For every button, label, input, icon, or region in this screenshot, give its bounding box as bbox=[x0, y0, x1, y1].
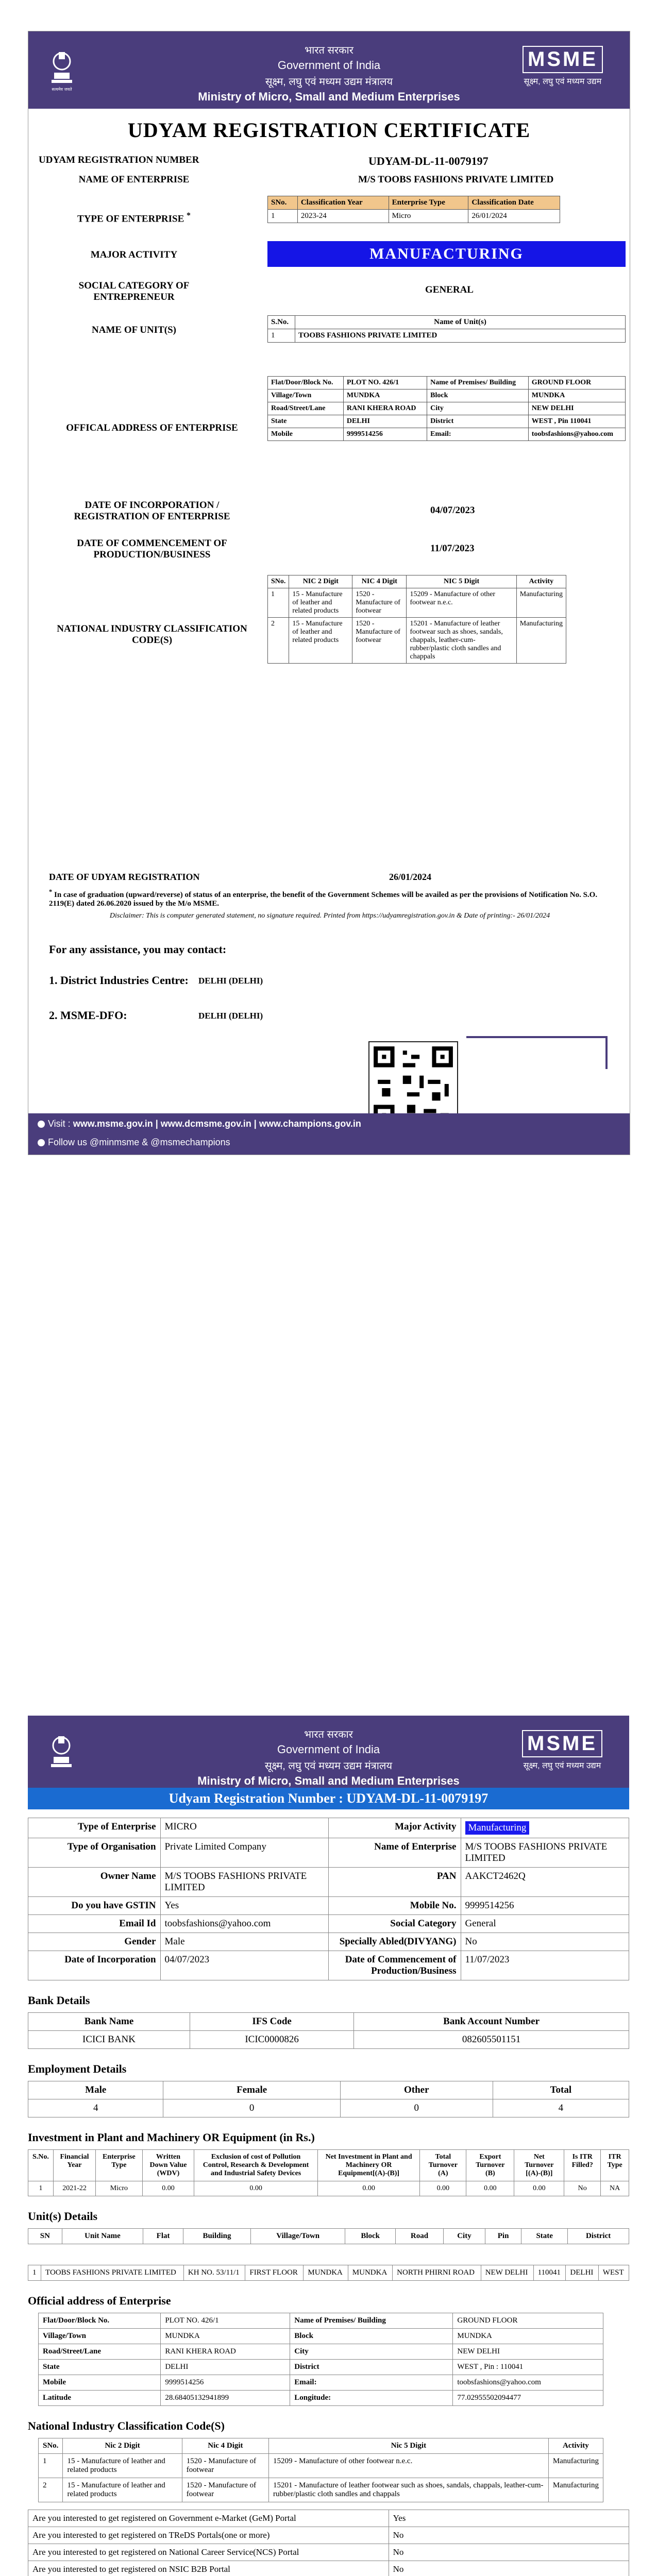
employment-details-title: Employment Details bbox=[28, 2062, 127, 2075]
detail-key: Name of Enterprise bbox=[328, 1838, 461, 1868]
inv-cell: 0.00 bbox=[514, 2181, 564, 2196]
units-header-name: Name of Unit(s) bbox=[295, 316, 626, 329]
question-text: Are you interested to get registered on Government e-Market (GeM) Portal bbox=[28, 2510, 389, 2527]
major-activity-label: MAJOR ACTIVITY bbox=[90, 249, 178, 260]
commencement-date-label: DATE OF COMMENCEMENT OF PRODUCTION/BUSINESS bbox=[77, 538, 227, 560]
inv-header: S.No. bbox=[28, 2150, 54, 2181]
detail-key: Type of Organisation bbox=[28, 1838, 161, 1868]
inv-cell: 0.00 bbox=[466, 2181, 514, 2196]
follow-line bbox=[38, 1137, 230, 1148]
addr-value: GROUND FLOOR bbox=[453, 2313, 603, 2329]
graduation-note bbox=[49, 888, 611, 908]
addr-key: Longitude: bbox=[290, 2391, 453, 2406]
official-address-table-2 bbox=[38, 2313, 603, 2406]
addr-value: toobsfashions@yahoo.com bbox=[453, 2375, 603, 2391]
addr-key: State bbox=[268, 415, 344, 428]
addr-value: toobsfashions@yahoo.com bbox=[528, 428, 625, 441]
addr-key: Road/Street/Lane bbox=[39, 2344, 161, 2360]
inv-header: Export Turnover (B) bbox=[466, 2150, 514, 2181]
detail-key: Type of Enterprise bbox=[28, 1818, 161, 1838]
inv-header: Net Turnover [(A)-(B)] bbox=[514, 2150, 564, 2181]
addr-value: MUNDKA bbox=[453, 2329, 603, 2344]
nic-cell: 15 - Manufacture of leather and related products bbox=[289, 588, 352, 618]
social-media-icon bbox=[38, 1139, 45, 1146]
addr-key: Road/Street/Lane bbox=[268, 402, 344, 415]
addr-key: Email: bbox=[290, 2375, 453, 2391]
detail-key: Social Category bbox=[328, 1915, 461, 1933]
nic-cell: Manufacturing bbox=[548, 2478, 603, 2502]
major-activity-value: MANUFACTURING bbox=[267, 241, 626, 267]
addr-value: NEW DELHI bbox=[453, 2344, 603, 2360]
unit-header: Pin bbox=[485, 2229, 521, 2244]
addr-value: DELHI bbox=[161, 2360, 290, 2375]
govt-of-india-text: Government of India bbox=[277, 59, 381, 72]
inv-header: Is ITR Filled? bbox=[564, 2150, 601, 2181]
bank-header: Bank Name bbox=[28, 2013, 190, 2031]
addr-key: Name of Premises/ Building bbox=[290, 2313, 453, 2329]
bank-details-title: Bank Details bbox=[28, 1994, 90, 2007]
official-address-title: Official address of Enterprise bbox=[28, 2294, 171, 2307]
addr-value: WEST , Pin : 110041 bbox=[453, 2360, 603, 2375]
inv-cell: NA bbox=[601, 2181, 629, 2196]
nic-cell: 15201 - Manufacture of leather footwear such as shoes, sandals, chappals, leather-cum-rubber/plastic cloth sandles and chappals bbox=[407, 618, 516, 664]
nic-cell: 1520 - Manufacture of footwear bbox=[352, 588, 407, 618]
addr-key: Flat/Door/Block No. bbox=[268, 377, 344, 389]
addr-value: 77.02955502094477 bbox=[453, 2391, 603, 2406]
svg-text:सत्यमेव जयते: सत्यमेव जयते bbox=[52, 87, 72, 92]
unit-header: SN bbox=[28, 2229, 62, 2244]
detail-key: Specially Abled(DIVYANG) bbox=[328, 1933, 461, 1951]
note-star: * bbox=[49, 888, 53, 895]
unit-cell: TOOBS FASHIONS PRIVATE LIMITED bbox=[41, 2265, 184, 2281]
addr-key: District bbox=[427, 415, 529, 428]
social-category-value: GENERAL bbox=[425, 284, 474, 295]
addr-key: District bbox=[290, 2360, 453, 2375]
addr-key: City bbox=[290, 2344, 453, 2360]
detail-value: M/S TOOBS FASHIONS PRIVATE LIMITED bbox=[461, 1838, 629, 1868]
unit-details-title: Unit(s) Details bbox=[28, 2210, 98, 2223]
unit-cell: MUNDKA bbox=[348, 2265, 392, 2281]
unit-names-table bbox=[267, 315, 626, 343]
certificate-page bbox=[28, 31, 630, 1155]
emp-cell: 0 bbox=[163, 2099, 340, 2117]
enterprise-type-label-text: TYPE OF ENTERPRISE bbox=[77, 213, 184, 225]
nic-cell: 2 bbox=[39, 2478, 63, 2502]
nic-codes-table bbox=[267, 575, 566, 664]
hindi-govt-text: भारत सरकार bbox=[304, 1729, 353, 1740]
detail-value: toobsfashions@yahoo.com bbox=[160, 1915, 328, 1933]
unit-details-row-table bbox=[28, 2265, 629, 2281]
unit-header: Building bbox=[183, 2229, 251, 2244]
nic-cell: 1 bbox=[268, 588, 289, 618]
emp-header: Total bbox=[493, 2081, 629, 2099]
bank-cell: 082605501151 bbox=[354, 2031, 629, 2049]
unit-cell: 110041 bbox=[533, 2265, 566, 2281]
units-cell: 1 bbox=[268, 329, 295, 343]
addr-value: RANI KHERA ROAD bbox=[343, 402, 427, 415]
ministry-text: Ministry of Micro, Small and Medium Enterprises bbox=[198, 90, 460, 103]
emp-cell: 0 bbox=[340, 2099, 493, 2117]
inv-header: Enterprise Type bbox=[96, 2150, 142, 2181]
emp-cell: 4 bbox=[493, 2099, 629, 2117]
detail-key: PAN bbox=[328, 1868, 461, 1897]
govt-banner-2 bbox=[28, 1716, 629, 1788]
enterprise-details-table bbox=[28, 1818, 629, 1980]
unit-details-header-table bbox=[28, 2228, 629, 2244]
nic-cell: Manufacturing bbox=[516, 618, 566, 664]
nic-cell: 1520 - Manufacture of footwear bbox=[182, 2454, 268, 2478]
detail-value: 11/07/2023 bbox=[461, 1951, 629, 1980]
type-cell: 26/01/2024 bbox=[468, 210, 560, 223]
unit-cell: KH NO. 53/11/1 bbox=[183, 2265, 245, 2281]
detail-value: General bbox=[461, 1915, 629, 1933]
addr-key: City bbox=[427, 402, 529, 415]
nic-cell: 15209 - Manufacture of other footwear n.e.c. bbox=[269, 2454, 549, 2478]
inv-cell: 0.00 bbox=[420, 2181, 466, 2196]
type-header-sno: SNo. bbox=[268, 196, 298, 210]
enterprise-type-star: * bbox=[187, 211, 191, 220]
nic-codes-label: NATIONAL INDUSTRY CLASSIFICATION CODE(S) bbox=[57, 623, 247, 646]
addr-value: MUNDKA bbox=[528, 389, 625, 402]
addr-key: Block bbox=[427, 389, 529, 402]
employment-details-table bbox=[28, 2081, 629, 2117]
question-text: Are you interested to get registered on NSIC B2B Portal bbox=[28, 2561, 389, 2576]
unit-cell: NEW DELHI bbox=[481, 2265, 533, 2281]
msme-logo bbox=[511, 46, 614, 92]
addr-value: PLOT NO. 426/1 bbox=[161, 2313, 290, 2329]
unit-names-label: NAME OF UNIT(S) bbox=[92, 325, 176, 335]
msme-dfo-label: 2. MSME-DFO: bbox=[49, 1009, 127, 1022]
visit-label: Visit : bbox=[48, 1118, 71, 1129]
detail-value: 04/07/2023 bbox=[160, 1951, 328, 1980]
addr-value: WEST , Pin 110041 bbox=[528, 415, 625, 428]
disclaimer: Disclaimer: This is computer generated statement, no signature required. Printed from https://udyamregistration.gov.in & Date of printing:- 26/01/2024 bbox=[109, 912, 550, 920]
addr-value: DELHI bbox=[343, 415, 427, 428]
emp-cell: 4 bbox=[28, 2099, 163, 2117]
enterprise-name-label: NAME OF ENTERPRISE bbox=[78, 174, 190, 185]
nic-cell: 1520 - Manufacture of footwear bbox=[182, 2478, 268, 2502]
commencement-date-value: 11/07/2023 bbox=[430, 543, 475, 554]
addr-value: 9999514256 bbox=[343, 428, 427, 441]
addr-value: PLOT NO. 426/1 bbox=[343, 377, 427, 389]
addr-key: Village/Town bbox=[39, 2329, 161, 2344]
detail-key: Gender bbox=[28, 1933, 161, 1951]
enterprise-type-label bbox=[49, 211, 219, 225]
addr-key: Mobile bbox=[268, 428, 344, 441]
type-cell: 2023-24 bbox=[297, 210, 389, 223]
msme-logo-text: MSME bbox=[522, 1730, 602, 1757]
addr-key: Flat/Door/Block No. bbox=[39, 2313, 161, 2329]
addr-value: 9999514256 bbox=[161, 2375, 290, 2391]
type-cell: 1 bbox=[268, 210, 298, 223]
nic-cell: 15 - Manufacture of leather and related products bbox=[63, 2454, 182, 2478]
addr-key: Email: bbox=[427, 428, 529, 441]
official-address-label: OFFICAL ADDRESS OF ENTERPRISE bbox=[66, 422, 238, 433]
question-answer: No bbox=[389, 2544, 629, 2561]
addr-value: RANI KHERA ROAD bbox=[161, 2344, 290, 2360]
globe-icon bbox=[38, 1121, 45, 1128]
registration-number-header: Udyam Registration Number : UDYAM-DL-11-0079197 bbox=[28, 1788, 629, 1809]
addr-key: Latitude bbox=[39, 2391, 161, 2406]
unit-header: State bbox=[521, 2229, 568, 2244]
unit-header: Unit Name bbox=[62, 2229, 143, 2244]
nic-header: SNo. bbox=[268, 575, 289, 588]
detail-value: 9999514256 bbox=[461, 1897, 629, 1915]
type-cell: Micro bbox=[389, 210, 468, 223]
nic-cell: 15201 - Manufacture of leather footwear such as shoes, sandals, chappals, leather-cum-rubber/plastic cloth sandles and chappals bbox=[269, 2478, 549, 2502]
addr-value: MUNDKA bbox=[343, 389, 427, 402]
addr-value: GROUND FLOOR bbox=[528, 377, 625, 389]
social-category-label: SOCIAL CATEGORY OF ENTREPRENEUR bbox=[78, 280, 190, 302]
inv-header: Exclusion of cost of Pollution Control, Research & Development and Industrial Safety Devices bbox=[194, 2150, 318, 2181]
nic-header: Activity bbox=[516, 575, 566, 588]
msme-dfo-value: DELHI (DELHI) bbox=[198, 1011, 263, 1021]
detail-key: Mobile No. bbox=[328, 1897, 461, 1915]
unit-cell: DELHI bbox=[566, 2265, 598, 2281]
nic-header: SNo. bbox=[39, 2438, 63, 2454]
unit-cell: MUNDKA bbox=[304, 2265, 348, 2281]
nic-cell: Manufacturing bbox=[516, 588, 566, 618]
msme-tagline: सूक्ष्म, लघु एवं मध्यम उद्यम bbox=[524, 77, 602, 86]
detail-value: No bbox=[461, 1933, 629, 1951]
ministry-text: Ministry of Micro, Small and Medium Enterprises bbox=[197, 1774, 460, 1787]
nic-cell: 15 - Manufacture of leather and related products bbox=[289, 618, 352, 664]
govt-of-india-text: Government of India bbox=[277, 1743, 380, 1756]
addr-value: MUNDKA bbox=[161, 2329, 290, 2344]
detail-value: Yes bbox=[160, 1897, 328, 1915]
dic-label: 1. District Industries Centre: bbox=[49, 974, 189, 987]
unit-cell: WEST bbox=[598, 2265, 629, 2281]
reg-no-value: UDYAM-DL-11-0079197 bbox=[368, 155, 488, 167]
visit-line bbox=[38, 1118, 361, 1129]
detail-value bbox=[461, 1818, 629, 1838]
units-header-sno: S.No. bbox=[268, 316, 295, 329]
udyam-date-value: 26/01/2024 bbox=[389, 872, 432, 882]
reg-no-label: UDYAM REGISTRATION NUMBER bbox=[39, 155, 199, 165]
bank-cell: ICICI BANK bbox=[28, 2031, 190, 2049]
question-text: Are you interested to get registered on TReDS Portals(one or more) bbox=[28, 2527, 389, 2544]
addr-key: Block bbox=[290, 2329, 453, 2344]
incorporation-date-label: DATE OF INCORPORATION / REGISTRATION OF ENTERPRISE bbox=[74, 500, 230, 522]
nic-header: Nic 5 Digit bbox=[269, 2438, 549, 2454]
question-answer: No bbox=[389, 2561, 629, 2576]
dic-value: DELHI (DELHI) bbox=[198, 976, 263, 986]
unit-header: City bbox=[444, 2229, 485, 2244]
detail-value: M/S TOOBS FASHIONS PRIVATE LIMITED bbox=[160, 1868, 328, 1897]
addr-value: NEW DELHI bbox=[528, 402, 625, 415]
nic-cell: Manufacturing bbox=[548, 2454, 603, 2478]
details-page bbox=[28, 1716, 629, 2576]
inv-header: Total Turnover (A) bbox=[420, 2150, 466, 2181]
hindi-ministry-text: सूक्ष्म, लघु एवं मध्यम उद्यम मंत्रालय bbox=[265, 76, 393, 88]
inv-cell: 0.00 bbox=[142, 2181, 194, 2196]
unit-cell: 1 bbox=[28, 2265, 41, 2281]
hindi-ministry-text: सूक्ष्म, लघु एवं मध्यम उद्यम मंत्रालय bbox=[264, 1760, 393, 1772]
unit-header: District bbox=[568, 2229, 629, 2244]
question-answer: No bbox=[389, 2527, 629, 2544]
nic-cell: 1520 - Manufacture of footwear bbox=[352, 618, 407, 664]
enterprise-type-table bbox=[267, 196, 560, 223]
unit-cell: FIRST FLOOR bbox=[245, 2265, 304, 2281]
nic-header: Activity bbox=[548, 2438, 603, 2454]
emp-header: Other bbox=[340, 2081, 493, 2099]
inv-cell: 0.00 bbox=[317, 2181, 420, 2196]
detail-key: Email Id bbox=[28, 1915, 161, 1933]
emp-header: Female bbox=[163, 2081, 340, 2099]
detail-key: Major Activity bbox=[328, 1818, 461, 1838]
bank-details-table bbox=[28, 2012, 629, 2049]
detail-value: Private Limited Company bbox=[160, 1838, 328, 1868]
inv-header: ITR Type bbox=[601, 2150, 629, 2181]
nic-header: NIC 2 Digit bbox=[289, 575, 352, 588]
nic-table-2 bbox=[38, 2438, 603, 2502]
govt-banner bbox=[28, 31, 630, 109]
nic-header: Nic 2 Digit bbox=[63, 2438, 182, 2454]
decorative-frame bbox=[466, 1036, 608, 1069]
detail-value: Male bbox=[160, 1933, 328, 1951]
inv-cell: 2021-22 bbox=[53, 2181, 95, 2196]
investment-title: Investment in Plant and Machinery OR Equipment (in Rs.) bbox=[28, 2131, 315, 2144]
certificate-title: UDYAM REGISTRATION CERTIFICATE bbox=[127, 118, 531, 142]
nic-cell: 1 bbox=[39, 2454, 63, 2478]
detail-key: Date of Commencement of Production/Business bbox=[328, 1951, 461, 1980]
note-text: In case of graduation (upward/reverse) of status of an enterprise, the benefit of the Government Schemes will be availed as per the provisions of Notification No. S.O. 2119(E) dated 26.06.2020 issued by the M/o MSME. bbox=[49, 891, 598, 908]
portal-questions-table bbox=[28, 2510, 629, 2576]
bank-cell: ICIC0000826 bbox=[190, 2031, 354, 2049]
inv-cell: Micro bbox=[96, 2181, 142, 2196]
bank-header: IFS Code bbox=[190, 2013, 354, 2031]
incorporation-date-value: 04/07/2023 bbox=[430, 505, 475, 516]
nic-cell: 15 - Manufacture of leather and related products bbox=[63, 2478, 182, 2502]
follow-text: Follow us @minmsme & @msmechampions bbox=[48, 1137, 230, 1147]
units-cell: TOOBS FASHIONS PRIVATE LIMITED bbox=[295, 329, 626, 343]
unit-header: Road bbox=[395, 2229, 443, 2244]
nic-cell: 2 bbox=[268, 618, 289, 664]
detail-key: Date of Incorporation bbox=[28, 1951, 161, 1980]
inv-cell: 1 bbox=[28, 2181, 54, 2196]
addr-key: State bbox=[39, 2360, 161, 2375]
inv-header: Financial Year bbox=[53, 2150, 95, 2181]
question-answer: Yes bbox=[389, 2510, 629, 2527]
nic-header: NIC 4 Digit bbox=[352, 575, 407, 588]
addr-value: 28.68405132941899 bbox=[161, 2391, 290, 2406]
msme-logo-text: MSME bbox=[523, 46, 603, 73]
detail-value: AAKCT2462Q bbox=[461, 1868, 629, 1897]
nic-cell: 15209 - Manufacture of other footwear n.e.c. bbox=[407, 588, 516, 618]
page-gap bbox=[28, 793, 630, 855]
inv-header: Net Investment in Plant and Machinery OR Equipment[(A)-(B)] bbox=[317, 2150, 420, 2181]
enterprise-name-value: M/S TOOBS FASHIONS PRIVATE LIMITED bbox=[358, 174, 554, 185]
detail-key: Owner Name bbox=[28, 1868, 161, 1897]
addr-key: Mobile bbox=[39, 2375, 161, 2391]
msme-tagline: सूक्ष्म, लघु एवं मध्यम उद्यम bbox=[523, 1761, 601, 1770]
bank-header: Bank Account Number bbox=[354, 2013, 629, 2031]
type-header-type: Enterprise Type bbox=[389, 196, 468, 210]
unit-header: Block bbox=[345, 2229, 396, 2244]
nic-header: Nic 4 Digit bbox=[182, 2438, 268, 2454]
inv-cell: 0.00 bbox=[194, 2181, 318, 2196]
nic-title: National Industry Classification Code(S) bbox=[28, 2419, 225, 2432]
unit-header: Village/Town bbox=[250, 2229, 345, 2244]
type-header-date: Classification Date bbox=[468, 196, 560, 210]
msme-logo bbox=[511, 1730, 614, 1776]
assistance-title: For any assistance, you may contact: bbox=[49, 943, 227, 956]
investment-table bbox=[28, 2149, 629, 2196]
unit-header: Flat bbox=[143, 2229, 183, 2244]
hindi-govt-text: भारत सरकार bbox=[305, 45, 353, 56]
inv-cell: No bbox=[564, 2181, 601, 2196]
question-text: Are you interested to get registered on National Career Service(NCS) Portal bbox=[28, 2544, 389, 2561]
udyam-date-label: DATE OF UDYAM REGISTRATION bbox=[49, 872, 200, 882]
inv-header: Written Down Value (WDV) bbox=[142, 2150, 194, 2181]
emp-header: Male bbox=[28, 2081, 163, 2099]
visit-links[interactable]: www.msme.gov.in | www.dcmsme.gov.in | www.champions.gov.in bbox=[73, 1118, 361, 1129]
unit-cell: NORTH PHIRNI ROAD bbox=[393, 2265, 481, 2281]
nic-header: NIC 5 Digit bbox=[407, 575, 516, 588]
addr-key: Name of Premises/ Building bbox=[427, 377, 529, 389]
major-activity-badge: Manufacturing bbox=[465, 1821, 530, 1835]
official-address-table bbox=[267, 376, 626, 441]
addr-key: Village/Town bbox=[268, 389, 344, 402]
footer-band bbox=[28, 1113, 630, 1155]
type-header-year: Classification Year bbox=[297, 196, 389, 210]
detail-key: Do you have GSTIN bbox=[28, 1897, 161, 1915]
detail-value: MICRO bbox=[160, 1818, 328, 1838]
